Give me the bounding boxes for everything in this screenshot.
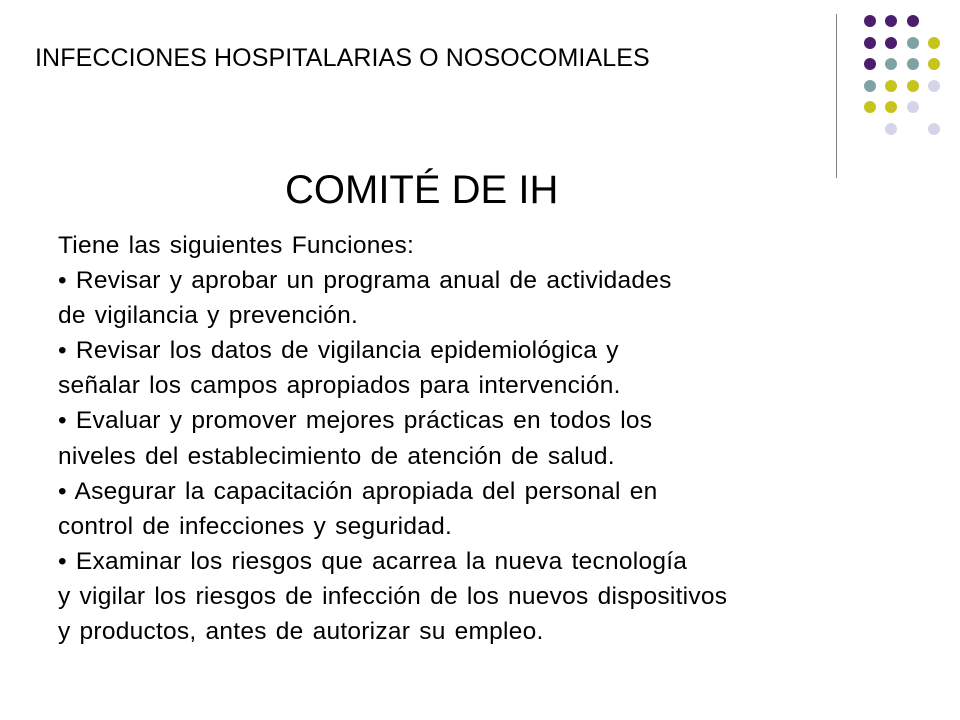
decorative-dot bbox=[864, 15, 876, 27]
decorative-dot bbox=[907, 101, 919, 113]
decorative-dot-grid bbox=[0, 0, 960, 180]
decorative-dot bbox=[885, 37, 897, 49]
decorative-dot bbox=[885, 58, 897, 70]
bullet-2-line-2: señalar los campos apropiados para intervención. bbox=[58, 372, 621, 400]
decorative-dot bbox=[928, 123, 940, 135]
header-title: INFECCIONES HOSPITALARIAS O NOSOCOMIALES bbox=[35, 44, 650, 72]
slide-title: COMITÉ DE IH bbox=[285, 168, 559, 212]
decorative-dot bbox=[928, 80, 940, 92]
bullet-2-line-1: • Revisar los datos de vigilancia epidemiológica y bbox=[58, 337, 619, 365]
bullet-3-line-1: • Evaluar y promover mejores prácticas en todos los bbox=[58, 407, 653, 435]
decorative-dot bbox=[907, 37, 919, 49]
slide-body bbox=[58, 228, 938, 649]
bullet-4-line-1: • Asegurar la capacitación apropiada del personal en bbox=[58, 477, 658, 505]
decorative-dot bbox=[864, 58, 876, 70]
bullet-5-line-1: • Examinar los riesgos que acarrea la nueva tecnología bbox=[58, 547, 688, 575]
decorative-dot bbox=[885, 101, 897, 113]
bullet-3-line-2: niveles del establecimiento de atención de salud. bbox=[58, 442, 615, 470]
bullet-4-line-2: control de infecciones y seguridad. bbox=[58, 512, 452, 540]
decorative-dot bbox=[907, 80, 919, 92]
intro-line: Tiene las siguientes Funciones: bbox=[58, 232, 415, 259]
bullet-1-line-1: • Revisar y aprobar un programa anual de actividades bbox=[58, 267, 672, 295]
decorative-dot bbox=[864, 80, 876, 92]
decorative-dot bbox=[907, 58, 919, 70]
vertical-divider bbox=[836, 14, 837, 178]
decorative-dot bbox=[928, 58, 940, 70]
decorative-dot bbox=[885, 15, 897, 27]
bullet-5-line-2: y vigilar los riesgos de infección de los nuevos dispositivos bbox=[58, 582, 728, 610]
decorative-dot bbox=[885, 80, 897, 92]
bullet-5-line-3: y productos, antes de autorizar su empleo. bbox=[58, 618, 544, 646]
decorative-dot bbox=[907, 15, 919, 27]
decorative-dot bbox=[928, 37, 940, 49]
bullet-1-line-2: de vigilancia y prevención. bbox=[58, 302, 359, 330]
decorative-dot bbox=[864, 101, 876, 113]
decorative-dot bbox=[864, 37, 876, 49]
decorative-dot bbox=[885, 123, 897, 135]
